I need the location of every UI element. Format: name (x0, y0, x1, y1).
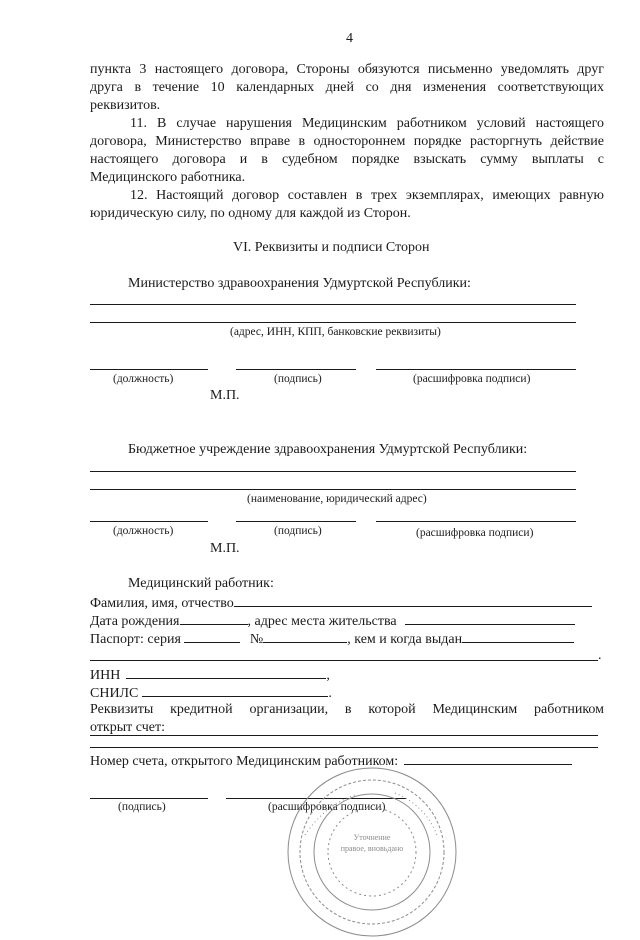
worker-full-name-field (234, 593, 592, 607)
ministry-position-line (90, 369, 208, 370)
section-title: VI. Реквизиты и подписи Сторон (233, 240, 430, 255)
ministry-details-line-1 (90, 304, 576, 305)
paragraph-11-line-3: настоящего договора и в судебном порядке взыскать сумму выплаты с (90, 152, 604, 167)
paragraph-11-line-4: Медицинского работника. (90, 170, 246, 185)
ministry-decoding-line (376, 369, 576, 370)
institution-details-caption: (наименование, юридический адрес) (247, 493, 427, 505)
paragraph-11-line-2: договора, Министерство вправе в одностороннем порядке расторгнуть действие (90, 134, 604, 149)
paragraph-11-line-1: 11. В случае нарушения Медицинским работником условий настоящего (130, 116, 604, 131)
worker-address-label: , адрес места жительства (247, 614, 397, 629)
worker-inn-field (126, 665, 326, 679)
institution-stamp-place: М.П. (210, 541, 240, 556)
worker-passport-label: Паспорт: серия (90, 632, 181, 647)
worker-birth-row (90, 611, 575, 631)
worker-passport-number-sign: № (249, 632, 264, 647)
worker-inn-row: ИНН , (90, 665, 330, 685)
ministry-details-caption: (адрес, ИНН, КПП, банковские реквизиты) (230, 326, 441, 338)
institution-signature-line (236, 521, 356, 522)
ministry-details-line-2 (90, 322, 576, 323)
paragraph-10-line-1: пункта 3 настоящего договора, Стороны обязуются письменно уведомлять друг (90, 62, 604, 77)
ministry-stamp-place: М.П. (210, 388, 240, 403)
worker-birth-date-field (180, 611, 248, 625)
worker-birth-date-label: Дата рождения (90, 614, 180, 629)
ministry-signature-caption: (подпись) (274, 373, 322, 385)
institution-decoding-caption: (расшифровка подписи) (416, 527, 534, 539)
worker-passport-issued-field (462, 629, 574, 643)
institution-details-line-1 (90, 471, 576, 472)
seal-text-line-2: правое, вновьдано (340, 844, 404, 853)
worker-account-field (404, 751, 572, 765)
worker-passport-series-field (184, 629, 240, 643)
institution-signature-caption: (подпись) (274, 525, 322, 537)
paragraph-10-line-3: реквизитов. (90, 98, 161, 113)
ministry-decoding-caption: (расшифровка подписи) (413, 373, 531, 385)
worker-bank-line-2: открыт счет: (90, 720, 165, 735)
worker-snils-field (142, 683, 328, 697)
worker-signature-line (90, 798, 208, 799)
worker-inn-label: ИНН (90, 668, 121, 683)
paragraph-10-line-2: друга в течение 10 календарных дней со дня изменения соответствующих (90, 80, 604, 95)
worker-bank-line-1: Реквизиты кредитной организации, в которой Медицинским работником (90, 702, 604, 717)
worker-heading: Медицинский работник: (128, 576, 274, 591)
worker-passport-continuation-line (90, 660, 598, 661)
worker-passport-end-period: . (598, 648, 602, 663)
institution-name: Бюджетное учреждение здравоохранения Удмуртской Республики: (128, 442, 528, 457)
institution-position-caption: (должность) (113, 525, 174, 537)
worker-signature-caption: (подпись) (118, 801, 166, 813)
worker-bank-field-line-2 (90, 747, 598, 748)
official-seal-icon (285, 765, 460, 940)
worker-passport-number-field (263, 629, 347, 643)
worker-snils-label: СНИЛС (90, 686, 139, 701)
paragraph-12-line-2: юридическую силу, по одному для каждой из Сторон. (90, 206, 411, 221)
page-number: 4 (346, 31, 353, 46)
worker-decoding-caption: (расшифровка подписи) (268, 801, 386, 813)
ministry-name: Министерство здравоохранения Удмуртской Республики: (128, 276, 471, 291)
institution-decoding-line (376, 521, 576, 522)
worker-full-name-label: Фамилия, имя, отчество (90, 596, 234, 611)
worker-passport-row (90, 629, 574, 649)
institution-details-line-2 (90, 489, 576, 490)
ministry-signature-line (236, 369, 356, 370)
ministry-position-caption: (должность) (113, 373, 174, 385)
worker-full-name-row (90, 593, 592, 613)
paragraph-12-line-1: 12. Настоящий договор составлен в трех экземплярах, имеющих равную (130, 188, 604, 203)
institution-position-line (90, 521, 208, 522)
worker-passport-issued-label: , кем и когда выдан (347, 632, 463, 647)
seal-text-line-1: Уточнение (353, 833, 391, 842)
worker-address-field (405, 611, 575, 625)
worker-account-label: Номер счета, открытого Медицинским работником: (90, 754, 399, 769)
worker-snils-row: СНИЛС . (90, 683, 332, 703)
worker-bank-field-line-1 (90, 735, 598, 736)
